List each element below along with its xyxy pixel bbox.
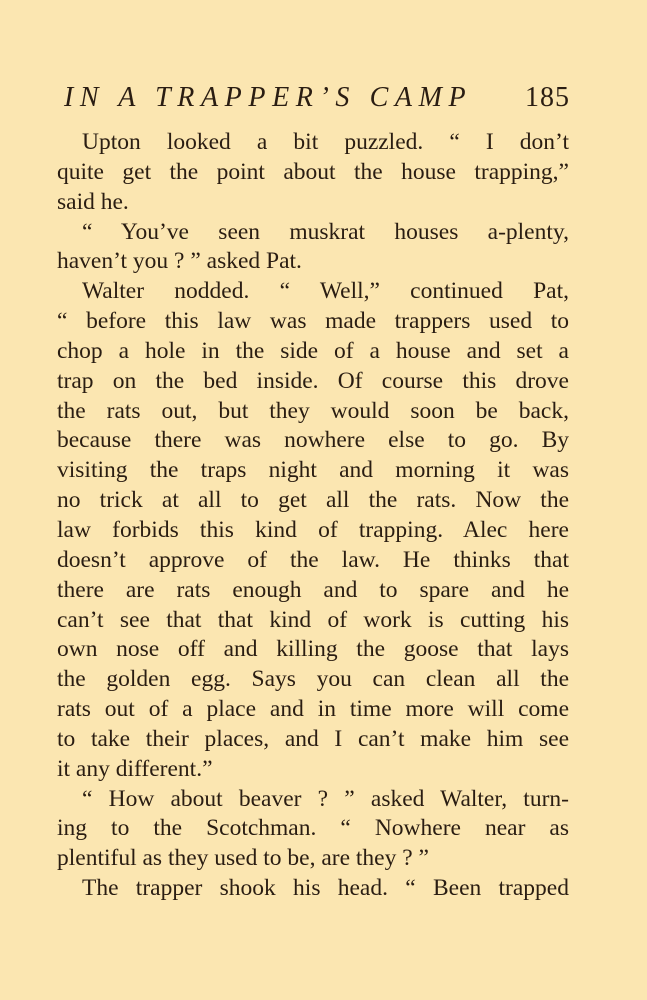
text-line: no trick at all to get all the rats. Now the <box>57 487 569 514</box>
text-line: visiting the traps night and morning it was <box>57 457 569 484</box>
text-line: plentiful as they used to be, are they ? ” <box>57 845 429 872</box>
text-line: the rats out, but they would soon be back, <box>57 397 569 424</box>
text-line: haven’t you ? ” asked Pat. <box>57 248 302 275</box>
text-line: rats out of a place and in time more will come <box>57 696 569 723</box>
running-title: IN A TRAPPER’S CAMP <box>64 82 473 113</box>
text-line: law forbids this kind of trapping. Alec here <box>57 516 569 543</box>
text-line: doesn’t approve of the law. He thinks that <box>57 546 569 573</box>
text-line: The trapper shook his head. “ Been trapped <box>82 875 569 902</box>
text-line: trap on the bed inside. Of course this drove <box>57 367 569 394</box>
body-text <box>57 128 569 904</box>
text-line: own nose off and killing the goose that lays <box>57 636 569 663</box>
text-line: “ You’ve seen muskrat houses a-plenty, <box>82 218 569 245</box>
text-line: “ How about beaver ? ” asked Walter, turn- <box>82 785 569 812</box>
text-line: can’t see that that kind of work is cutting his <box>57 606 569 633</box>
text-line: it any different.” <box>57 755 213 782</box>
text-line: quite get the point about the house trapping,” <box>57 158 569 185</box>
text-line: Upton looked a bit puzzled. “ I don’t <box>82 129 569 155</box>
text-line: to take their places, and I can’t make him see <box>57 725 569 752</box>
text-line: “ before this law was made trappers used to <box>57 308 569 335</box>
text-line: the golden egg. Says you can clean all the <box>57 666 569 693</box>
text-line: said he. <box>57 188 129 215</box>
text-line: there are rats enough and to spare and he <box>57 576 569 603</box>
text-line: ing to the Scotchman. “ Nowhere near as <box>57 815 569 842</box>
running-header <box>58 80 570 116</box>
text-line: because there was nowhere else to go. By <box>57 427 569 454</box>
page-number: 185 <box>525 82 570 113</box>
text-line: Walter nodded. “ Well,” continued Pat, <box>82 278 569 305</box>
text-line: chop a hole in the side of a house and set a <box>57 337 569 364</box>
